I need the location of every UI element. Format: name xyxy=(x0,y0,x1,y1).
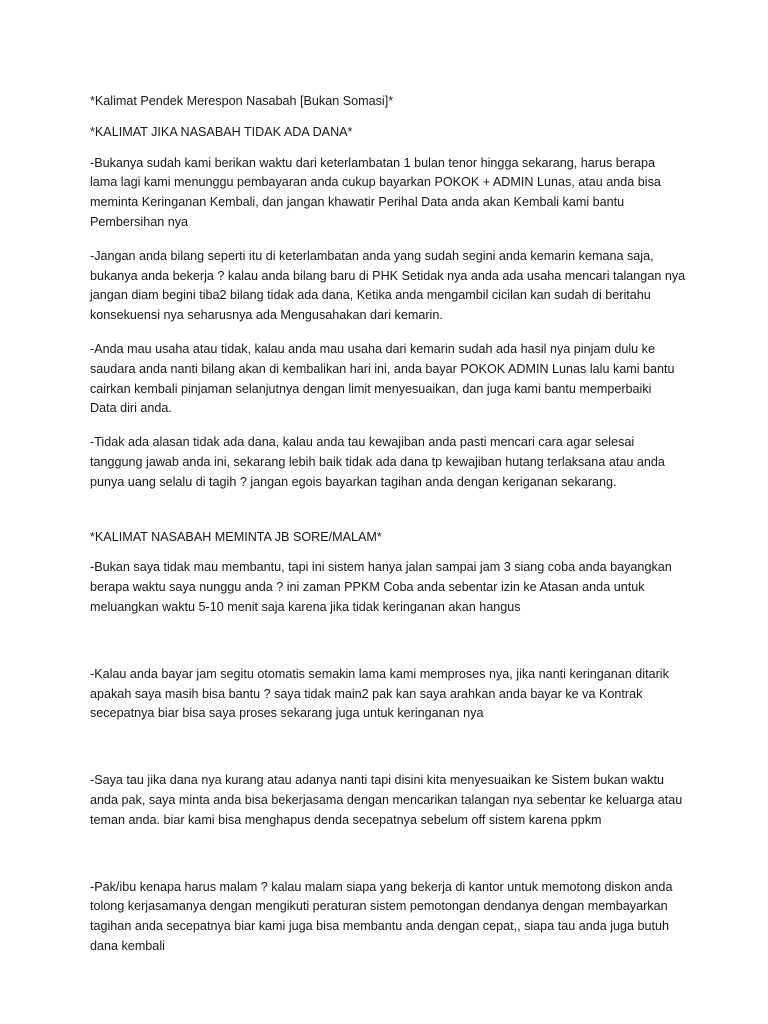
spacer xyxy=(90,507,690,528)
paragraph xyxy=(90,247,690,326)
paragraph-line: Pembersihan nya xyxy=(90,214,189,229)
paragraph-line: -Tidak ada alasan tidak ada dana, kalau anda tau kewajiban anda pasti mencari cara agar selesai xyxy=(90,435,635,450)
spacer xyxy=(90,845,690,878)
paragraph-line: meluangkan waktu 5-10 menit saja karena jika tidak keringanan akan hangus xyxy=(90,599,521,614)
paragraph-line: konsekuensi nya seharusnya ada Mengusahakan dari kemarin. xyxy=(90,308,443,323)
paragraph-line: berapa waktu saya nunggu anda ? ini zaman PPKM Coba anda sebentar izin ke Atasan anda untuk xyxy=(90,580,645,595)
paragraph-line: -Saya tau jika dana nya kurang atau adanya nanti tapi disini kita menyesuaikan ke Sistem bukan waktu xyxy=(90,773,665,788)
paragraph xyxy=(90,340,690,419)
paragraph-line: meminta Keringanan Kembali, dan jangan khawatir Perihal Data anda akan Kembali kami bantu xyxy=(90,195,625,210)
spacer xyxy=(90,632,690,665)
paragraph-line: saudara anda nanti bilang akan di kembalikan hari ini, anda bayar POKOK ADMIN Lunas lalu kami bantu xyxy=(90,361,675,376)
paragraph-line: bukanya anda bekerja ? kalau anda bilang baru di PHK Setidak nya anda ada usaha mencari talangan nya xyxy=(90,268,686,283)
paragraph-line: anda pak, saya minta anda bisa bekerjasama dengan mencarikan talangan nya sebentar ke keluarga atau xyxy=(90,792,683,807)
paragraph-line: -Anda mau usaha atau tidak, kalau anda mau usaha dari kemarin sudah ada hasil nya pinjam dulu ke xyxy=(90,341,655,356)
paragraph-line: -Bukanya sudah kami berikan waktu dari keterlambatan 1 bulan tenor hingga sekarang, harus berapa xyxy=(90,155,655,170)
paragraph-line: apakah saya masih bisa bantu ? saya tidak main2 pak kan saya arahkan anda bayar ke va Kontrak xyxy=(90,686,643,701)
paragraph xyxy=(90,433,690,492)
paragraph-line: tanggung jawab anda ini, sekarang lebih baik tidak ada dana tp kewajiban hutang terlaksana atau anda xyxy=(90,454,665,469)
paragraph-line: cairkan kembali pinjaman selanjutnya dengan limit menyesuaikan, dan juga kami bantu memperbaiki xyxy=(90,381,652,396)
paragraph-line: lama lagi kami menunggu pembayaran anda cukup bayarkan POKOK + ADMIN Lunas, atau anda bisa xyxy=(90,175,661,190)
paragraph xyxy=(90,665,690,724)
section-heading-no-funds: *KALIMAT JIKA NASABAH TIDAK ADA DANA* xyxy=(90,124,353,139)
section-heading-evening-payment: *KALIMAT NASABAH MEMINTA JB SORE/MALAM* xyxy=(90,529,382,544)
paragraph-line: teman anda. biar kami bisa menghapus denda secepatnya sebelum off sistem karena ppkm xyxy=(90,812,602,827)
paragraph xyxy=(90,771,690,830)
paragraph xyxy=(90,154,690,233)
paragraph-line: tagihan anda secepatnya biar kami juga bisa membantu anda dengan cepat,, siapa tau anda juga butuh xyxy=(90,919,670,934)
document-body xyxy=(90,92,690,971)
paragraph-line: punya uang selalu di tagih ? jangan egois bayarkan tagihan anda dengan keriganan sekarang. xyxy=(90,474,617,489)
paragraph-line: tolong kerjasamanya dengan mengikuti peraturan sistem pemotongan dendanya dengan membayarkan xyxy=(90,899,668,914)
paragraph-line: -Jangan anda bilang seperti itu di keterlambatan anda yang sudah segini anda kemarin kemana saja, xyxy=(90,248,654,263)
paragraph-line: -Kalau anda bayar jam segitu otomatis semakin lama kami memproses nya, jika nanti keringanan ditarik xyxy=(90,666,669,681)
paragraph-line: dana kembali xyxy=(90,938,165,953)
paragraph-line: jangan diam begini tiba2 bilang tidak ada dana, Ketika anda mengambil cicilan kan sudah di beritahu xyxy=(90,288,651,303)
paragraph-line: -Bukan saya tidak mau membantu, tapi ini sistem hanya jalan sampai jam 3 siang coba anda bayangkan xyxy=(90,560,672,575)
document-title: *Kalimat Pendek Merespon Nasabah [Bukan Somasi]* xyxy=(90,94,394,108)
paragraph-line: Data diri anda. xyxy=(90,401,172,416)
paragraph-line: secepatnya biar bisa saya proses sekarang juga untuk keringanan nya xyxy=(90,706,484,721)
paragraph xyxy=(90,558,690,617)
spacer xyxy=(90,738,690,771)
paragraph xyxy=(90,878,690,957)
paragraph-line: -Pak/ibu kenapa harus malam ? kalau malam siapa yang bekerja di kantor untuk memotong diskon anda xyxy=(90,879,673,894)
